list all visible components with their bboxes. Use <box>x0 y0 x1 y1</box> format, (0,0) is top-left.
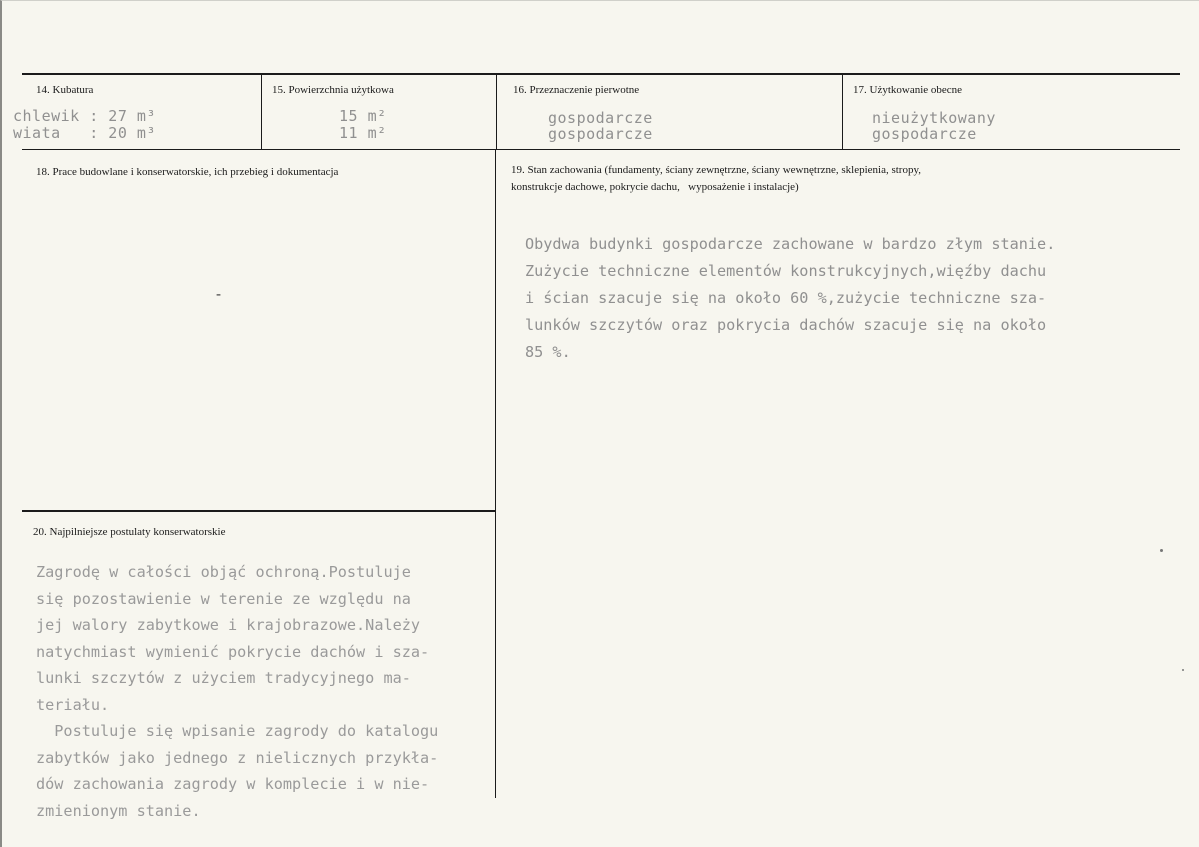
field-20-line: teriału. <box>36 695 110 714</box>
field-19-line: i ścian szacuje się na około 60 %,zużycie techniczne sza- <box>525 289 1047 307</box>
field-20-line: Postuluje się wpisanie zagrody do katalogu <box>36 722 439 740</box>
col-divider-main <box>495 150 496 798</box>
field-20-line: jej walory zabytkowe i krajobrazowe.Należy <box>36 616 421 634</box>
field-16-label: 16. Przeznaczenie pierwotne <box>513 84 640 96</box>
field-20-line: Zagrodę w całości objąć ochroną.Postuluje <box>36 563 411 581</box>
field-15-value-1: 15 m² <box>339 107 387 125</box>
field-15-label: 15. Powierzchnia użytkowa <box>272 84 394 96</box>
field-14-value-2: wiata : 20 m³ <box>13 124 156 142</box>
field-19-label-line-2: konstrukcje dachowe, pokrycie dachu, wyposażenie i instalacje) <box>511 181 799 193</box>
field-20-line: dów zachowania zagrody w komplecie i w nie- <box>36 775 430 793</box>
field-14-label: 14. Kubatura <box>36 84 94 96</box>
row-divider-18-20 <box>22 510 495 512</box>
field-20-line: lunki szczytów z użyciem tradycyjnego ma- <box>36 669 411 687</box>
paper-speck <box>1182 669 1184 671</box>
field-17-value-2: gospodarcze <box>872 125 977 143</box>
field-20-body <box>36 559 438 824</box>
field-19-line: lunków szczytów oraz pokrycia dachów szacuje się na około <box>525 316 1047 334</box>
col-divider-15-16 <box>496 75 497 150</box>
field-16-value-2: gospodarcze <box>548 125 653 143</box>
field-20-line: zmienionym stanie. <box>36 801 201 820</box>
top-rule <box>22 73 1180 75</box>
field-20-line: zabytków jako jednego z nielicznych przykła- <box>36 748 439 767</box>
field-19-line: Zużycie techniczne elementów konstrukcyjnych,więźby dachu <box>525 262 1047 280</box>
col-divider-14-15 <box>261 75 262 150</box>
field-18-value: - <box>214 285 224 303</box>
field-20-line: się pozostawienie w terenie ze względu na <box>36 589 411 608</box>
field-17-label: 17. Użytkowanie obecne <box>853 84 963 96</box>
field-15-value-2: 11 m² <box>339 124 387 142</box>
field-18-label: 18. Prace budowlane i konserwatorskie, ich przebieg i dokumentacja <box>36 166 339 178</box>
field-16-value-1: gospodarcze <box>548 109 653 127</box>
field-14-value-1: chlewik : 27 m³ <box>13 107 156 125</box>
field-19-label-line-1: 19. Stan zachowania (fundamenty, ściany zewnętrzne, ściany wewnętrzne, sklepienia, stropy, <box>511 164 922 176</box>
field-19-line: Obydwa budynki gospodarcze zachowane w bardzo złym stanie. <box>525 235 1056 253</box>
field-19-body <box>525 231 1055 366</box>
row-divider-1 <box>22 149 1180 150</box>
field-17-value-1: nieużytkowany <box>872 109 996 127</box>
field-20-label: 20. Najpilniejsze postulaty konserwatorskie <box>33 526 226 538</box>
paper-speck <box>1160 549 1163 552</box>
field-19-line: 85 %. <box>525 343 571 361</box>
col-divider-16-17 <box>842 75 843 150</box>
field-20-line: natychmiast wymienić pokrycie dachów i sza- <box>36 642 430 661</box>
